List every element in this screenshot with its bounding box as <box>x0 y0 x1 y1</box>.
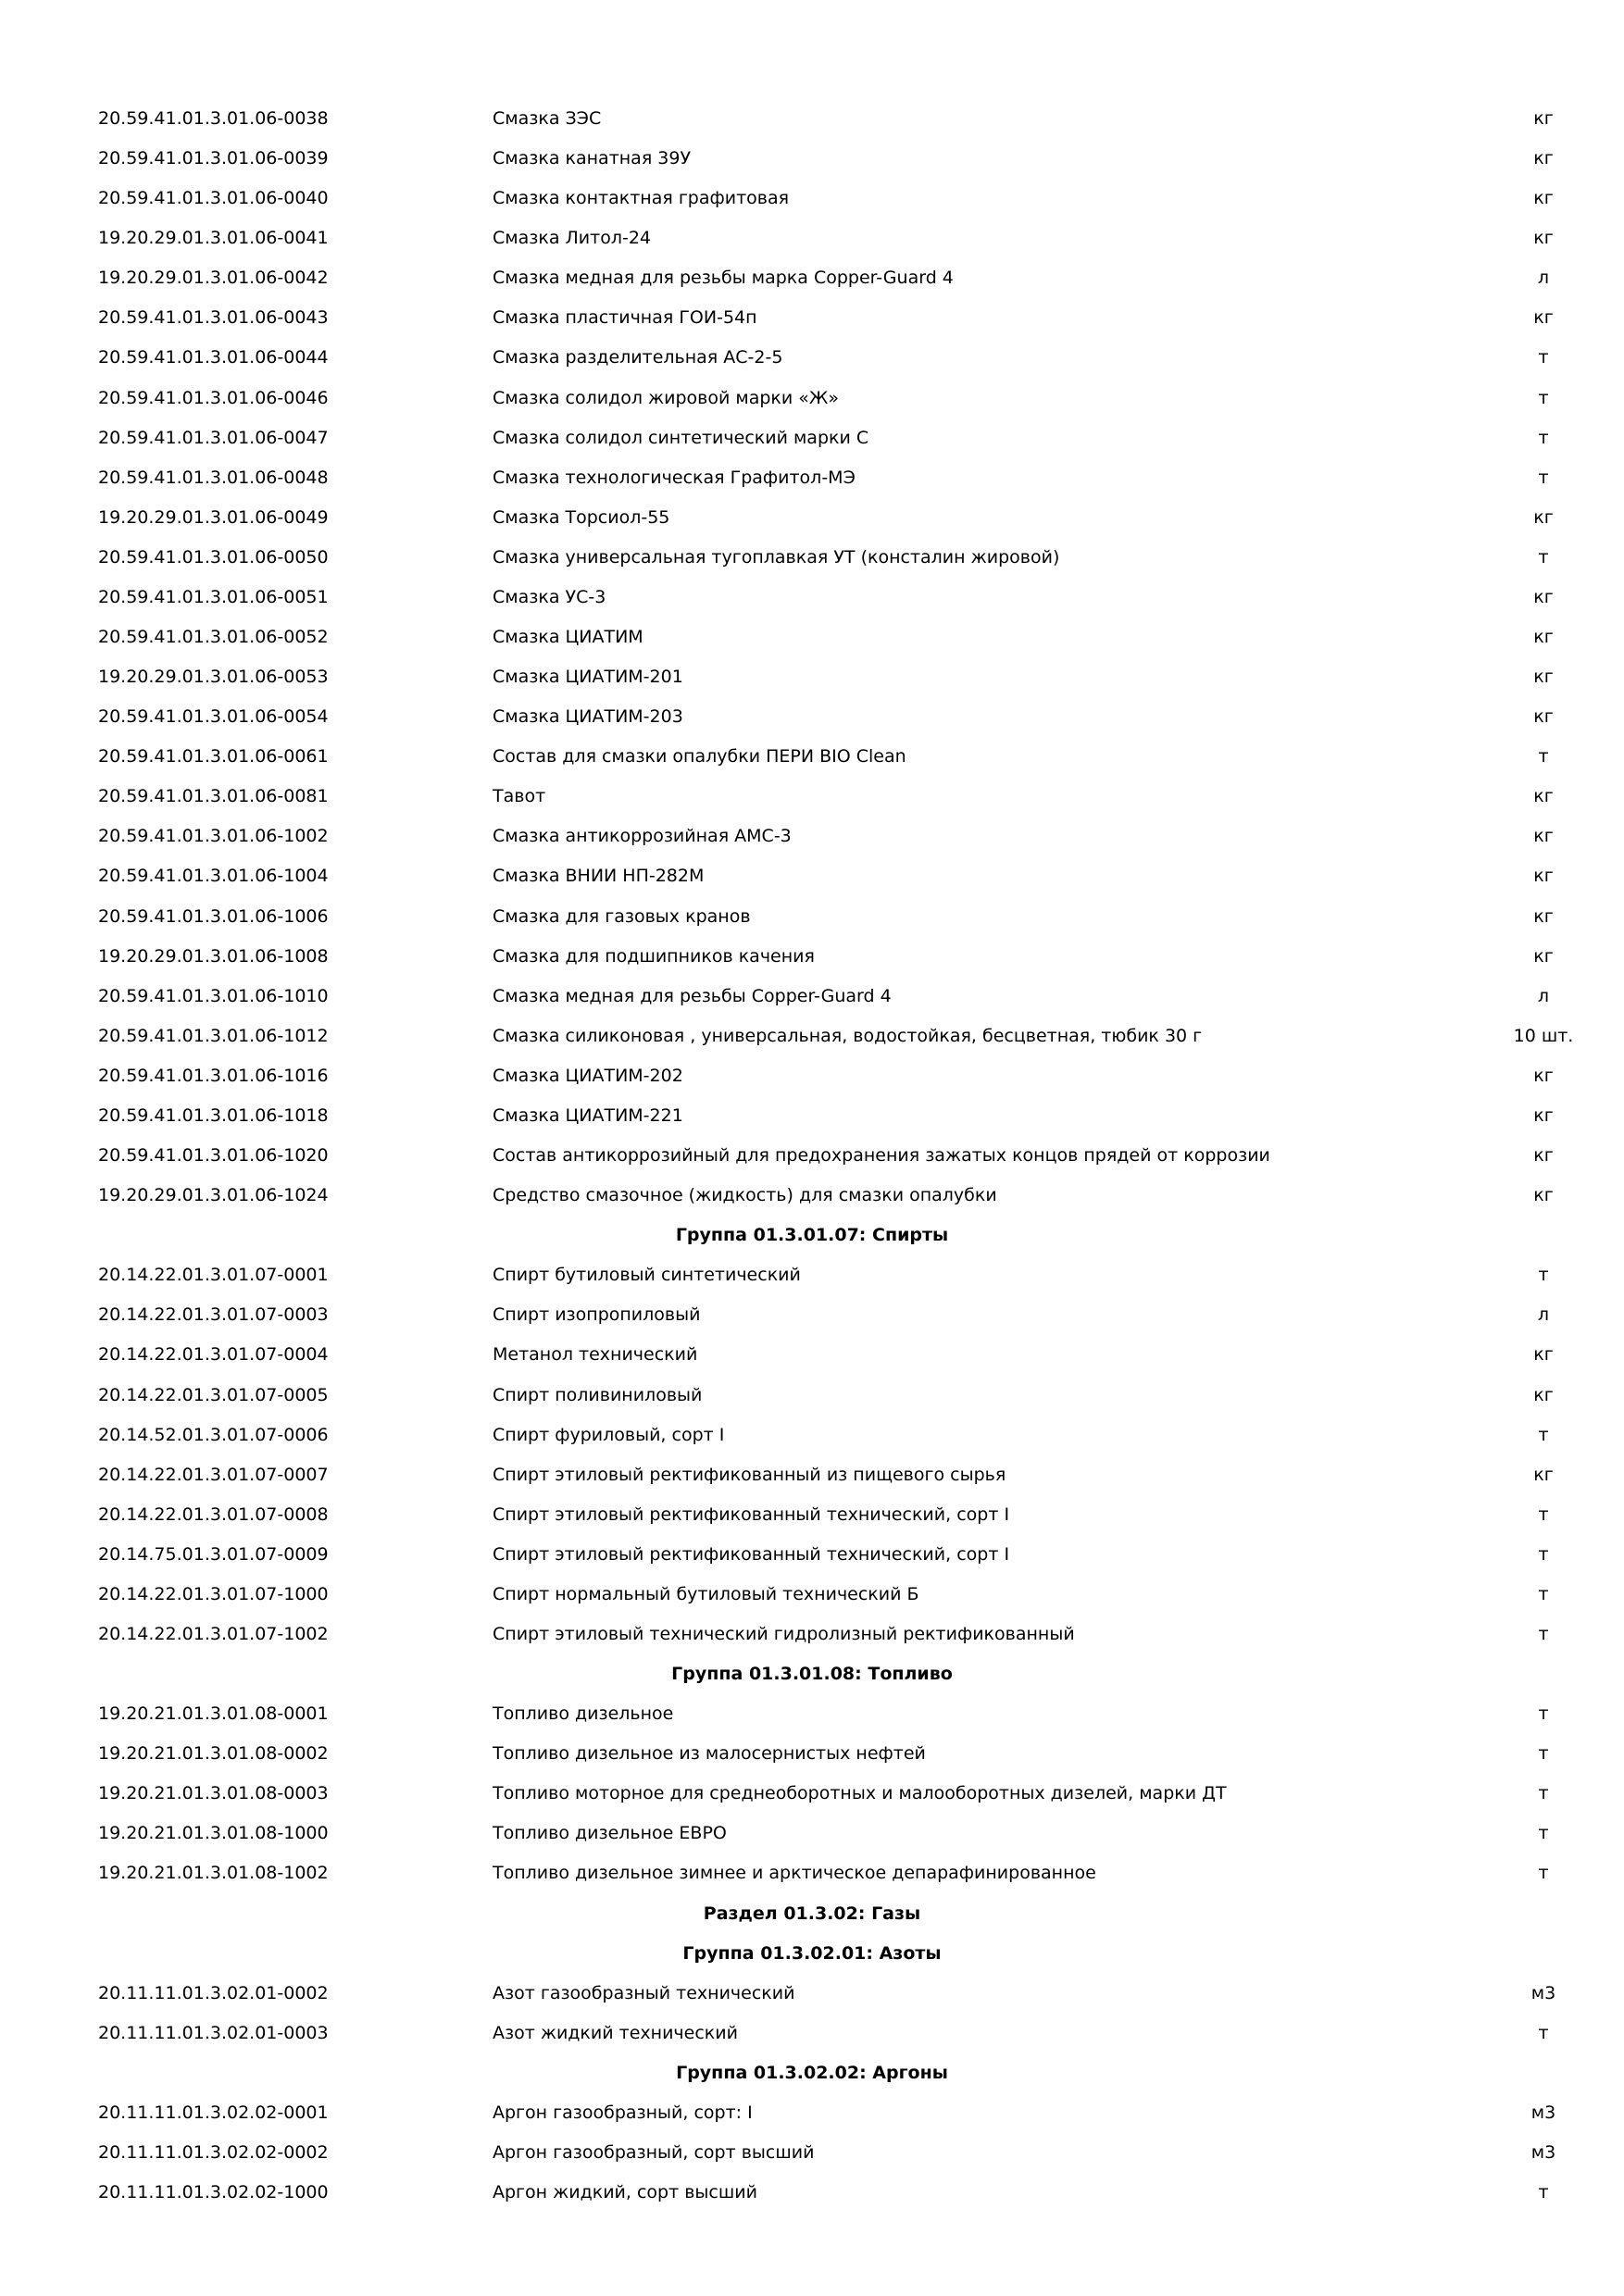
unit-of-measure: кг <box>1533 866 1554 887</box>
materials-table <box>0 99 1624 2213</box>
material-code: 19.20.21.01.3.01.08-0001 <box>98 1703 329 1725</box>
material-name: Смазка технологическая Графитол-МЭ <box>493 467 856 488</box>
unit-of-measure: т <box>1538 1703 1549 1725</box>
unit-of-measure: л <box>1537 268 1550 289</box>
material-code: 20.59.41.01.3.01.06-0039 <box>98 148 329 169</box>
unit-of-measure: т <box>1538 2182 1549 2203</box>
material-code: 20.14.22.01.3.01.07-1000 <box>98 1583 329 1604</box>
unit-of-measure: кг <box>1533 1104 1554 1126</box>
material-name: Смазка УС-3 <box>493 586 606 607</box>
material-code: 20.59.41.01.3.01.06-0046 <box>98 387 329 408</box>
material-name: Спирт нормальный бутиловый технический Б <box>493 1583 919 1604</box>
table-row <box>0 657 1624 697</box>
unit-of-measure: т <box>1538 467 1549 488</box>
table-row <box>0 1734 1624 1774</box>
material-name: Смазка универсальная тугоплавкая УТ (консталин жировой) <box>493 546 1060 568</box>
table-row <box>0 1455 1624 1495</box>
material-code: 19.20.21.01.3.01.08-1002 <box>98 1863 329 1884</box>
unit-of-measure: кг <box>1533 905 1554 927</box>
table-row <box>0 298 1624 338</box>
material-code: 19.20.29.01.3.01.06-0042 <box>98 268 329 289</box>
table-row <box>0 977 1624 1017</box>
table-row <box>0 2014 1624 2053</box>
material-code: 19.20.29.01.3.01.06-1008 <box>98 945 329 967</box>
unit-of-measure: кг <box>1533 1145 1554 1167</box>
table-row <box>0 2133 1624 2173</box>
material-name: Спирт этиловый ректификованный из пищевого сырья <box>493 1464 1006 1485</box>
material-code: 20.59.41.01.3.01.06-0061 <box>98 746 329 767</box>
unit-of-measure: т <box>1538 1543 1549 1565</box>
section-heading <box>0 2053 1624 2093</box>
unit-of-measure: кг <box>1533 1384 1554 1405</box>
material-name: Спирт этиловый технический гидролизный ректификованный <box>493 1623 1075 1644</box>
material-name: Состав для смазки опалубки ПЕРИ BIO Clean <box>493 746 906 767</box>
material-code: 20.11.11.01.3.02.01-0002 <box>98 1982 329 2003</box>
material-code: 20.59.41.01.3.01.06-1016 <box>98 1065 329 1086</box>
material-name: Аргон газообразный, сорт: I <box>493 2102 753 2123</box>
material-name: Средство смазочное (жидкость) для смазки опалубки <box>493 1185 997 1206</box>
unit-of-measure: л <box>1537 1304 1550 1326</box>
unit-of-measure: т <box>1538 1504 1549 1525</box>
material-code: 20.14.22.01.3.01.07-0003 <box>98 1304 329 1326</box>
table-row <box>0 1535 1624 1575</box>
unit-of-measure: кг <box>1533 506 1554 528</box>
unit-of-measure: кг <box>1533 945 1554 967</box>
material-name: Смазка ВНИИ НП-282М <box>493 866 705 887</box>
material-code: 20.59.41.01.3.01.06-1002 <box>98 826 329 847</box>
material-name: Смазка медная для резьбы марка Copper-Guard 4 <box>493 268 954 289</box>
material-code: 20.59.41.01.3.01.06-0054 <box>98 706 329 728</box>
unit-of-measure: м3 <box>1530 2141 1556 2163</box>
table-row <box>0 897 1624 937</box>
material-code: 20.14.22.01.3.01.07-1002 <box>98 1623 329 1644</box>
material-name: Смазка ЗЭС <box>493 108 602 129</box>
material-code: 20.14.22.01.3.01.07-0004 <box>98 1344 329 1366</box>
unit-of-measure: 10 шт. <box>1513 1025 1574 1046</box>
material-name: Аргон газообразный, сорт высший <box>493 2141 815 2163</box>
unit-of-measure: т <box>1538 1863 1549 1884</box>
material-code: 19.20.29.01.3.01.06-1024 <box>98 1185 329 1206</box>
unit-of-measure: т <box>1538 1583 1549 1604</box>
material-code: 20.59.41.01.3.01.06-1006 <box>98 905 329 927</box>
section-heading-text: Группа 01.3.01.07: Спирты <box>675 1225 949 1246</box>
unit-of-measure: т <box>1538 746 1549 767</box>
material-name: Метанол технический <box>493 1344 698 1366</box>
unit-of-measure: кг <box>1533 1344 1554 1366</box>
material-code: 20.11.11.01.3.02.02-1000 <box>98 2182 329 2203</box>
material-code: 20.14.22.01.3.01.07-0007 <box>98 1464 329 1485</box>
material-code: 19.20.29.01.3.01.06-0049 <box>98 506 329 528</box>
material-name: Смазка ЦИАТИМ <box>493 627 643 648</box>
table-row <box>0 1416 1624 1455</box>
material-name: Топливо моторное для среднеоборотных и малооборотных дизелей, марки ДТ <box>493 1783 1227 1804</box>
unit-of-measure: м3 <box>1530 2102 1556 2123</box>
material-code: 20.59.41.01.3.01.06-0051 <box>98 586 329 607</box>
section-heading <box>0 1216 1624 1255</box>
unit-of-measure: кг <box>1533 188 1554 209</box>
unit-of-measure: т <box>1538 1823 1549 1844</box>
table-row <box>0 139 1624 179</box>
material-name: Спирт бутиловый синтетический <box>493 1265 801 1286</box>
unit-of-measure: м3 <box>1530 1982 1556 2003</box>
material-name: Смазка ЦИАТИМ-221 <box>493 1104 683 1126</box>
material-name: Смазка разделительная АС-2-5 <box>493 347 783 368</box>
table-row <box>0 498 1624 538</box>
table-row <box>0 1575 1624 1615</box>
table-row <box>0 1096 1624 1136</box>
material-name: Спирт этиловый ректификованный технический, сорт I <box>493 1543 1010 1565</box>
table-row <box>0 538 1624 578</box>
unit-of-measure: т <box>1538 1743 1549 1765</box>
material-name: Топливо дизельное ЕВРО <box>493 1823 727 1844</box>
table-row <box>0 179 1624 218</box>
section-heading <box>0 1654 1624 1694</box>
material-code: 19.20.29.01.3.01.06-0041 <box>98 228 329 249</box>
material-name: Спирт фуриловый, сорт I <box>493 1424 725 1445</box>
material-name: Смазка силиконовая , универсальная, водостойкая, бесцветная, тюбик 30 г <box>493 1025 1203 1046</box>
table-row <box>0 458 1624 498</box>
unit-of-measure: кг <box>1533 228 1554 249</box>
material-name: Азот жидкий технический <box>493 2022 738 2043</box>
unit-of-measure: т <box>1538 1623 1549 1644</box>
material-code: 20.59.41.01.3.01.06-1004 <box>98 866 329 887</box>
table-row <box>0 1176 1624 1216</box>
table-row <box>0 1853 1624 1893</box>
unit-of-measure: кг <box>1533 108 1554 129</box>
material-name: Тавот <box>493 786 546 807</box>
unit-of-measure: т <box>1538 2022 1549 2043</box>
table-row <box>0 1056 1624 1096</box>
material-name: Смазка ЦИАТИМ-201 <box>493 667 683 688</box>
material-name: Смазка солидол жировой марки «Ж» <box>493 387 839 408</box>
unit-of-measure: т <box>1538 1424 1549 1445</box>
section-heading-text: Группа 01.3.02.01: Азоты <box>682 1942 942 1964</box>
material-name: Смазка ЦИАТИМ-203 <box>493 706 683 728</box>
material-name: Азот газообразный технический <box>493 1982 795 2003</box>
section-heading-text: Группа 01.3.02.02: Аргоны <box>676 2062 948 2083</box>
material-code: 20.14.75.01.3.01.07-0009 <box>98 1543 329 1565</box>
table-row <box>0 1335 1624 1375</box>
material-code: 20.59.41.01.3.01.06-0038 <box>98 108 329 129</box>
table-row <box>0 1295 1624 1335</box>
unit-of-measure: кг <box>1533 667 1554 688</box>
table-row <box>0 218 1624 258</box>
material-name: Смазка канатная 39У <box>493 148 692 169</box>
table-row <box>0 2173 1624 2213</box>
material-name: Смазка медная для резьбы Copper-Guard 4 <box>493 985 892 1006</box>
unit-of-measure: т <box>1538 387 1549 408</box>
unit-of-measure: л <box>1537 985 1550 1006</box>
table-row <box>0 777 1624 817</box>
table-row <box>0 856 1624 896</box>
material-name: Аргон жидкий, сорт высший <box>493 2182 757 2203</box>
table-row <box>0 2093 1624 2133</box>
unit-of-measure: т <box>1538 1783 1549 1804</box>
unit-of-measure: кг <box>1533 786 1554 807</box>
material-name: Смазка для подшипников качения <box>493 945 815 967</box>
material-code: 20.59.41.01.3.01.06-0044 <box>98 347 329 368</box>
material-code: 20.59.41.01.3.01.06-0050 <box>98 546 329 568</box>
material-code: 20.14.52.01.3.01.07-0006 <box>98 1424 329 1445</box>
material-code: 20.59.41.01.3.01.06-0052 <box>98 627 329 648</box>
material-name: Топливо дизельное зимнее и арктическое депарафинированное <box>493 1863 1096 1884</box>
material-code: 20.14.22.01.3.01.07-0005 <box>98 1384 329 1405</box>
unit-of-measure: кг <box>1533 627 1554 648</box>
table-row <box>0 1774 1624 1814</box>
table-row <box>0 1495 1624 1535</box>
table-row <box>0 817 1624 856</box>
unit-of-measure: т <box>1538 1265 1549 1286</box>
unit-of-measure: т <box>1538 347 1549 368</box>
unit-of-measure: кг <box>1533 1464 1554 1485</box>
table-row <box>0 1376 1624 1416</box>
unit-of-measure: т <box>1538 427 1549 448</box>
material-name: Спирт поливиниловый <box>493 1384 703 1405</box>
material-code: 20.11.11.01.3.02.01-0003 <box>98 2022 329 2043</box>
material-code: 20.59.41.01.3.01.06-1018 <box>98 1104 329 1126</box>
unit-of-measure: кг <box>1533 1065 1554 1086</box>
material-name: Смазка контактная графитовая <box>493 188 790 209</box>
material-code: 20.59.41.01.3.01.06-0048 <box>98 467 329 488</box>
material-code: 20.14.22.01.3.01.07-0001 <box>98 1265 329 1286</box>
material-code: 20.59.41.01.3.01.06-1020 <box>98 1145 329 1167</box>
table-row <box>0 937 1624 977</box>
table-row <box>0 99 1624 139</box>
material-code: 20.59.41.01.3.01.06-1012 <box>98 1025 329 1046</box>
material-name: Спирт изопропиловый <box>493 1304 701 1326</box>
material-name: Смазка Литол-24 <box>493 228 652 249</box>
material-name: Смазка солидол синтетический марки С <box>493 427 869 448</box>
section-heading <box>0 1934 1624 1974</box>
table-row <box>0 338 1624 378</box>
material-name: Спирт этиловый ректификованный технический, сорт I <box>493 1504 1010 1525</box>
material-code: 20.59.41.01.3.01.06-0081 <box>98 786 329 807</box>
material-code: 20.11.11.01.3.02.02-0001 <box>98 2102 329 2123</box>
unit-of-measure: кг <box>1533 826 1554 847</box>
unit-of-measure: кг <box>1533 706 1554 728</box>
table-row <box>0 379 1624 418</box>
table-row <box>0 1255 1624 1295</box>
material-code: 20.59.41.01.3.01.06-1010 <box>98 985 329 1006</box>
material-code: 19.20.21.01.3.01.08-0003 <box>98 1783 329 1804</box>
unit-of-measure: кг <box>1533 1185 1554 1206</box>
section-heading <box>0 1894 1624 1934</box>
material-code: 19.20.29.01.3.01.06-0053 <box>98 667 329 688</box>
material-name: Смазка для газовых кранов <box>493 905 751 927</box>
material-name: Смазка Торсиол-55 <box>493 506 670 528</box>
table-row <box>0 1694 1624 1734</box>
table-row <box>0 1814 1624 1853</box>
material-name: Состав антикоррозийный для предохранения зажатых концов прядей от коррозии <box>493 1145 1270 1167</box>
material-name: Топливо дизельное из малосернистых нефтей <box>493 1743 926 1765</box>
unit-of-measure: т <box>1538 546 1549 568</box>
unit-of-measure: кг <box>1533 307 1554 329</box>
table-row <box>0 618 1624 657</box>
table-row <box>0 1017 1624 1056</box>
table-row <box>0 418 1624 458</box>
section-heading-text: Группа 01.3.01.08: Топливо <box>671 1664 953 1685</box>
material-name: Смазка антикоррозийная АМС-3 <box>493 826 792 847</box>
unit-of-measure: кг <box>1533 586 1554 607</box>
material-code: 20.59.41.01.3.01.06-0043 <box>98 307 329 329</box>
material-name: Топливо дизельное <box>493 1703 674 1725</box>
material-code: 20.11.11.01.3.02.02-0002 <box>98 2141 329 2163</box>
table-row <box>0 697 1624 737</box>
material-code: 20.59.41.01.3.01.06-0047 <box>98 427 329 448</box>
section-heading-text: Раздел 01.3.02: Газы <box>703 1903 921 1924</box>
table-row <box>0 737 1624 777</box>
material-name: Смазка пластичная ГОИ-54п <box>493 307 757 329</box>
table-row <box>0 1136 1624 1176</box>
material-name: Смазка ЦИАТИМ-202 <box>493 1065 683 1086</box>
table-row <box>0 258 1624 298</box>
material-code: 20.14.22.01.3.01.07-0008 <box>98 1504 329 1525</box>
material-code: 20.59.41.01.3.01.06-0040 <box>98 188 329 209</box>
table-row <box>0 1615 1624 1654</box>
material-code: 19.20.21.01.3.01.08-1000 <box>98 1823 329 1844</box>
table-row <box>0 1974 1624 2014</box>
material-code: 19.20.21.01.3.01.08-0002 <box>98 1743 329 1765</box>
table-row <box>0 578 1624 618</box>
unit-of-measure: кг <box>1533 148 1554 169</box>
